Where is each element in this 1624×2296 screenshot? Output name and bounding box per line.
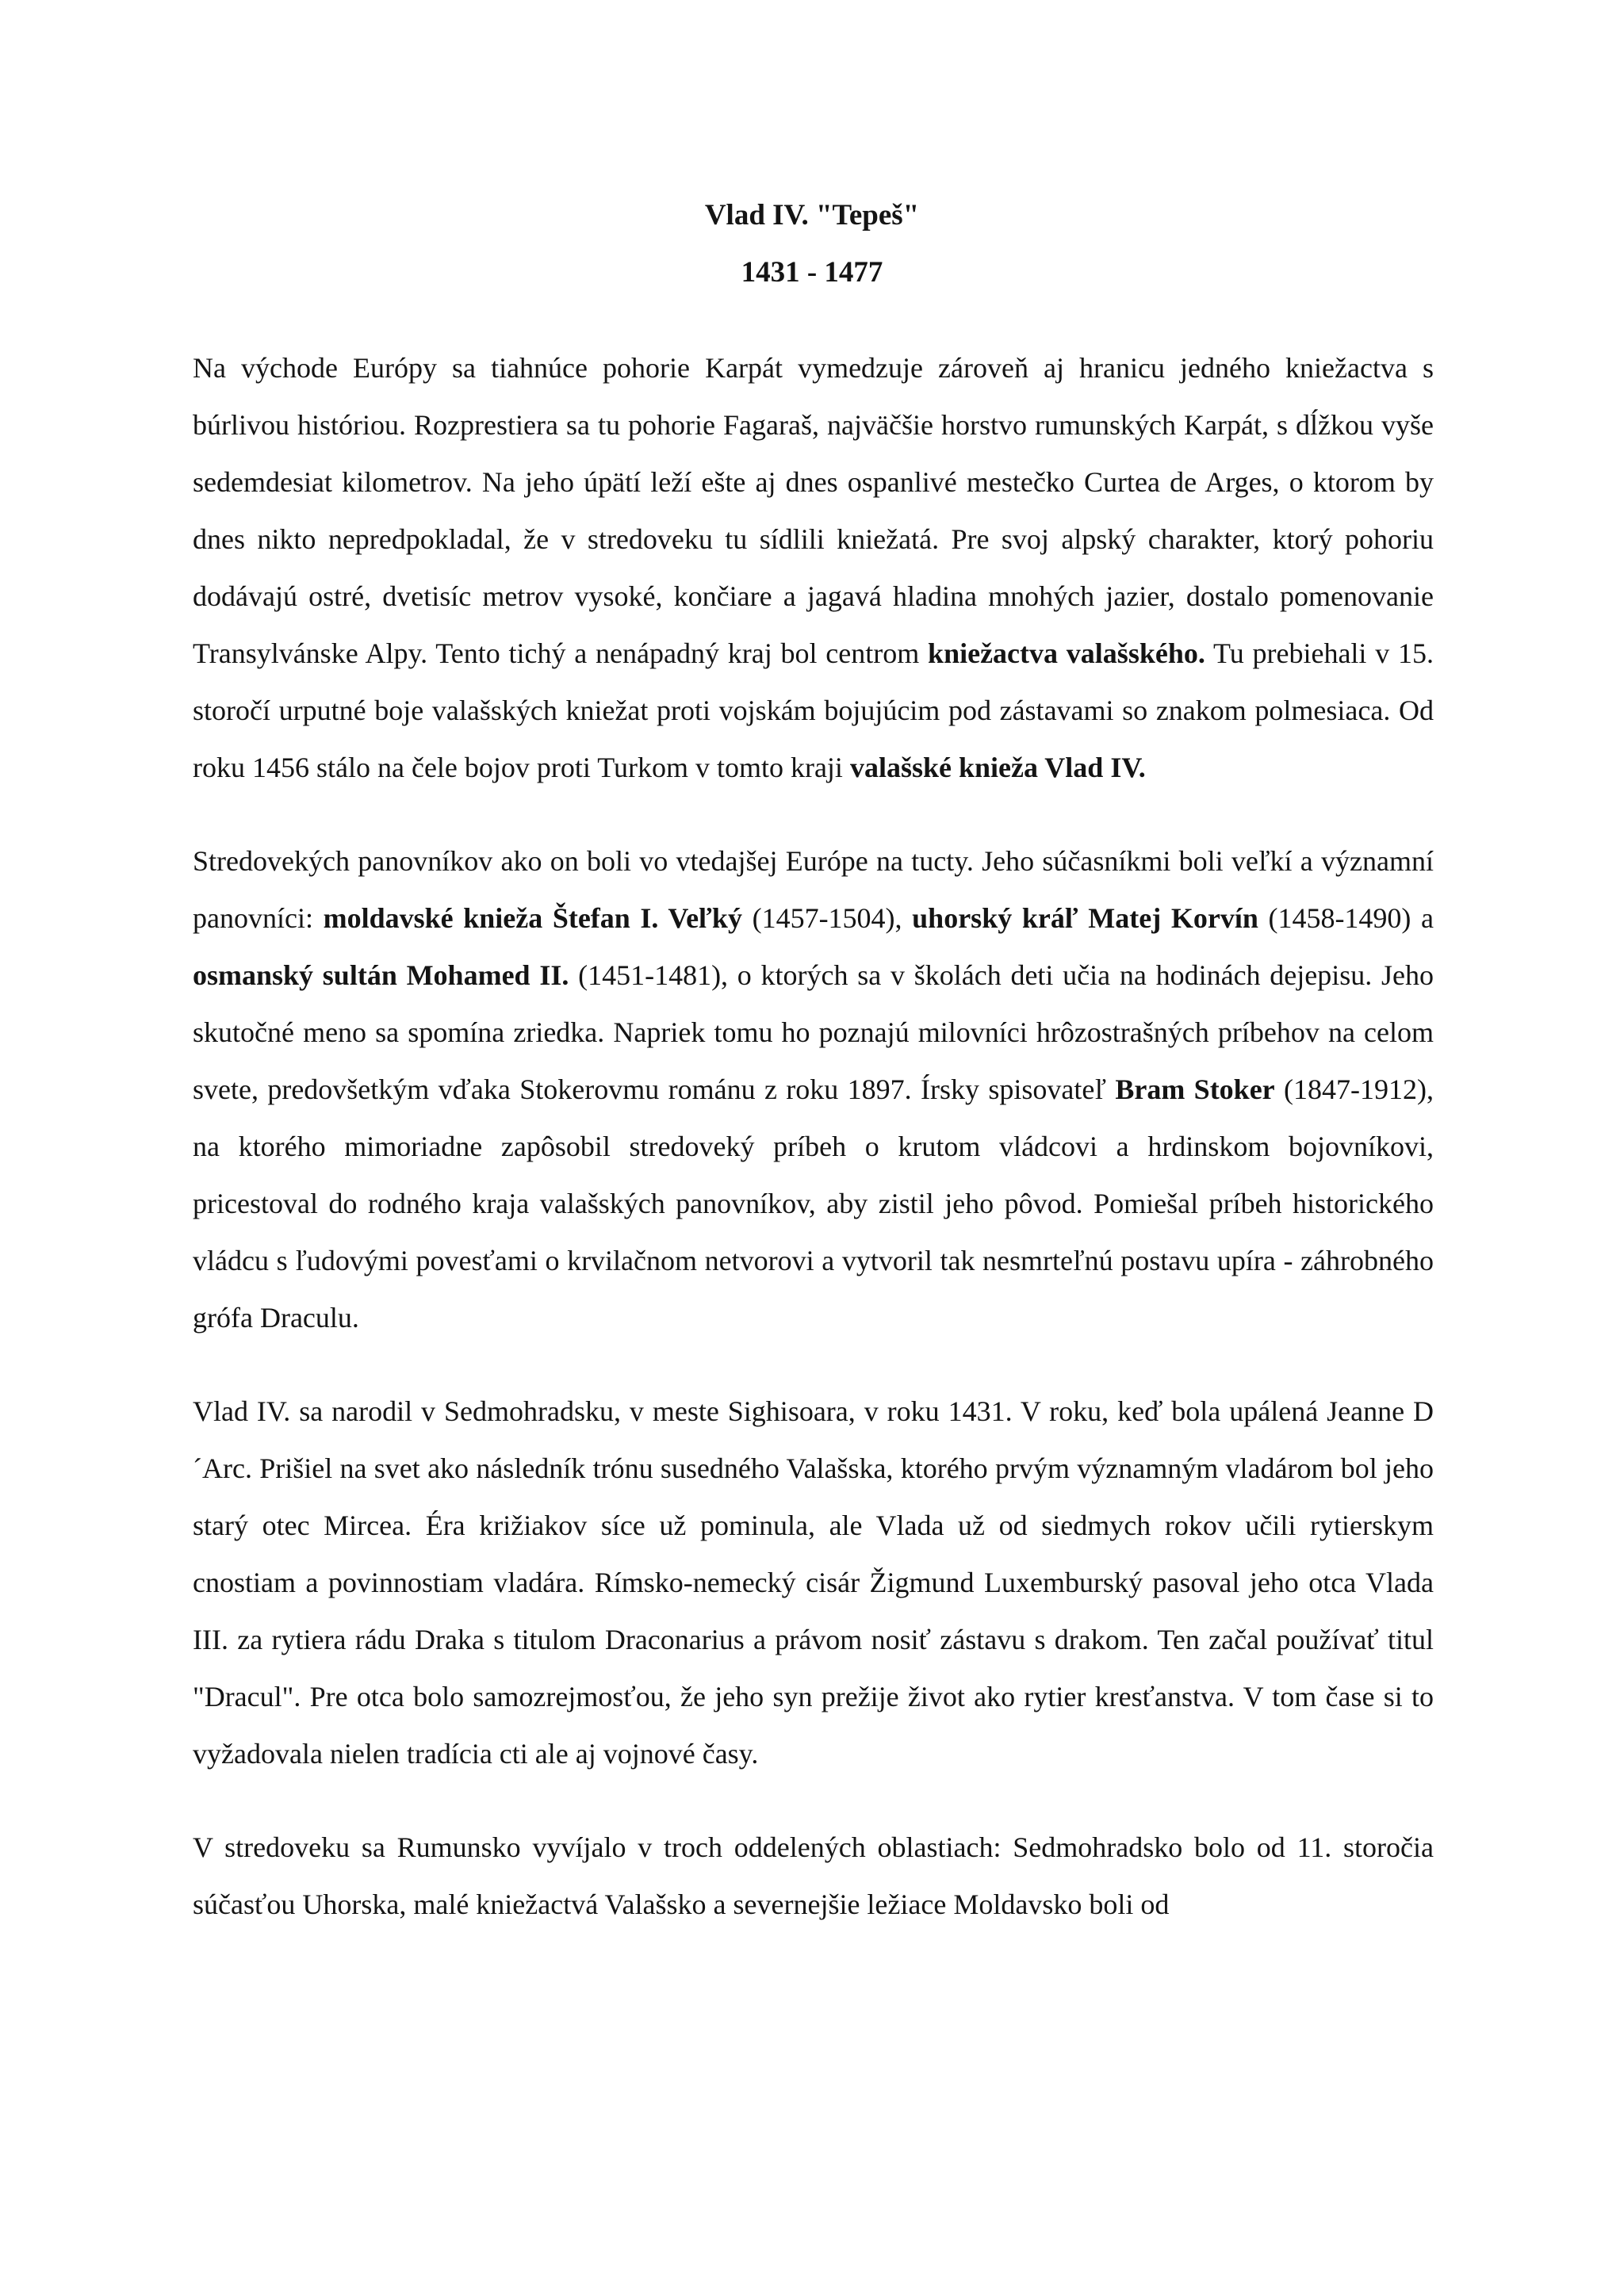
text-run: Vlad IV. sa narodil v Sedmohradsku, v meste Sighisoara, v roku 1431. V roku, keď bola upálená Jeanne D´Arc. Prišiel na svet ako následník trónu susedného Valašska, ktorého prvým významným vladárom bol jeho starý otec Mircea. Éra križiakov síce už pominula, ale Vlada už od siedmych rokov učili rytierskym cnostiam a povinnostiam vladára. Rímsko-nemecký cisár Žigmund Luxemburský pasoval jeho otca Vlada III. za rytiera rádu Draka s titulom Draconarius a právom nosiť zástavu s drakom. Ten začal používať titul "Dracul". Pre otca bolo samozrejmosťou, že jeho syn prežije život ako rytier kresťanstva. V tom čase si to vyžadovala nielen tradícia cti ale aj vojnové časy. [193, 1395, 1434, 1770]
bold-text: uhorský kráľ Matej Korvín [912, 902, 1258, 934]
text-run: Stredovekých panovníkov ako on boli vo vtedajšej Európe na tucty. Jeho súčasníkmi boli veľkí a významní panovníci: [193, 845, 1434, 934]
paragraph [193, 1819, 1434, 1933]
bold-text: Bram Stoker [1115, 1073, 1275, 1105]
bold-text: moldavské knieža Štefan I. Veľký [323, 902, 742, 934]
text-run: (1847-1912), na ktorého mimoriadne zapôsobil stredoveký príbeh o krutom vládcovi a hrdinskom bojovníkovi, pricestoval do rodného kraja valašských panovníkov, aby zistil jeho pôvod. Pomiešal príbeh historického vládcu s ľudovými povesťami o krvilačnom netvorovi a vytvoril tak nesmrteľnú postavu upíra - záhrobného grófa Draculu. [193, 1073, 1434, 1334]
paragraph [193, 1383, 1434, 1782]
document-dates: 1431 - 1477 [741, 256, 883, 289]
paragraph [193, 832, 1434, 1346]
text-run: (1451-1481), o ktorých sa v školách deti učia na hodinách dejepisu. Jeho skutočné meno sa spomína zriedka. Napriek tomu ho poznajú milovníci hrôzostrašných príbehov na celom svete, predovšetkým vďaka Stokerovmu románu z roku 1897. Írsky spisovateľ [193, 959, 1434, 1105]
bold-text: valašské knieža Vlad IV. [849, 752, 1146, 783]
body-text [193, 339, 1434, 1969]
text-run: (1458-1490) a [1258, 902, 1434, 934]
bold-text: kniežactva valašského. [928, 637, 1205, 669]
title-block [0, 187, 1624, 301]
text-run: (1457-1504), [741, 902, 913, 934]
text-run: V stredoveku sa Rumunsko vyvíjalo v troch oddelených oblastiach: Sedmohradsko bolo od 11. storočia súčasťou Uhorska, malé kniežactvá Valašsko a severnejšie ležiace Moldavsko boli od [193, 1831, 1434, 1920]
text-run: Tu prebiehali v 15. storočí urputné boje valašských kniežat proti vojskám bojujúcim pod zástavami so znakom polmesiaca. Od roku 1456 stálo na čele bojov proti Turkom v tomto kraji [193, 637, 1434, 783]
paragraph [193, 339, 1434, 796]
text-run: Na východe Európy sa tiahnúce pohorie Karpát vymedzuje zároveň aj hranicu jedného kniežactva s búrlivou históriou. Rozprestiera sa tu pohorie Fagaraš, najväčšie horstvo rumunských Karpát, s dĺžkou vyše sedemdesiat kilometrov. Na jeho úpätí leží ešte aj dnes ospanlivé mestečko Curtea de Arges, o ktorom by dnes nikto nepredpokladal, že v stredoveku tu sídlili kniežatá. Pre svoj alpský charakter, ktorý pohoriu dodávajú ostré, dvetisíc metrov vysoké, končiare a jagavá hladina mnohých jazier, dostalo pomenovanie Transylvánske Alpy. Tento tichý a nenápadný kraj bol centrom [193, 352, 1434, 669]
document-title: Vlad IV. "Tepeš" [704, 199, 920, 232]
bold-text: osmanský sultán Mohamed II. [193, 959, 569, 991]
